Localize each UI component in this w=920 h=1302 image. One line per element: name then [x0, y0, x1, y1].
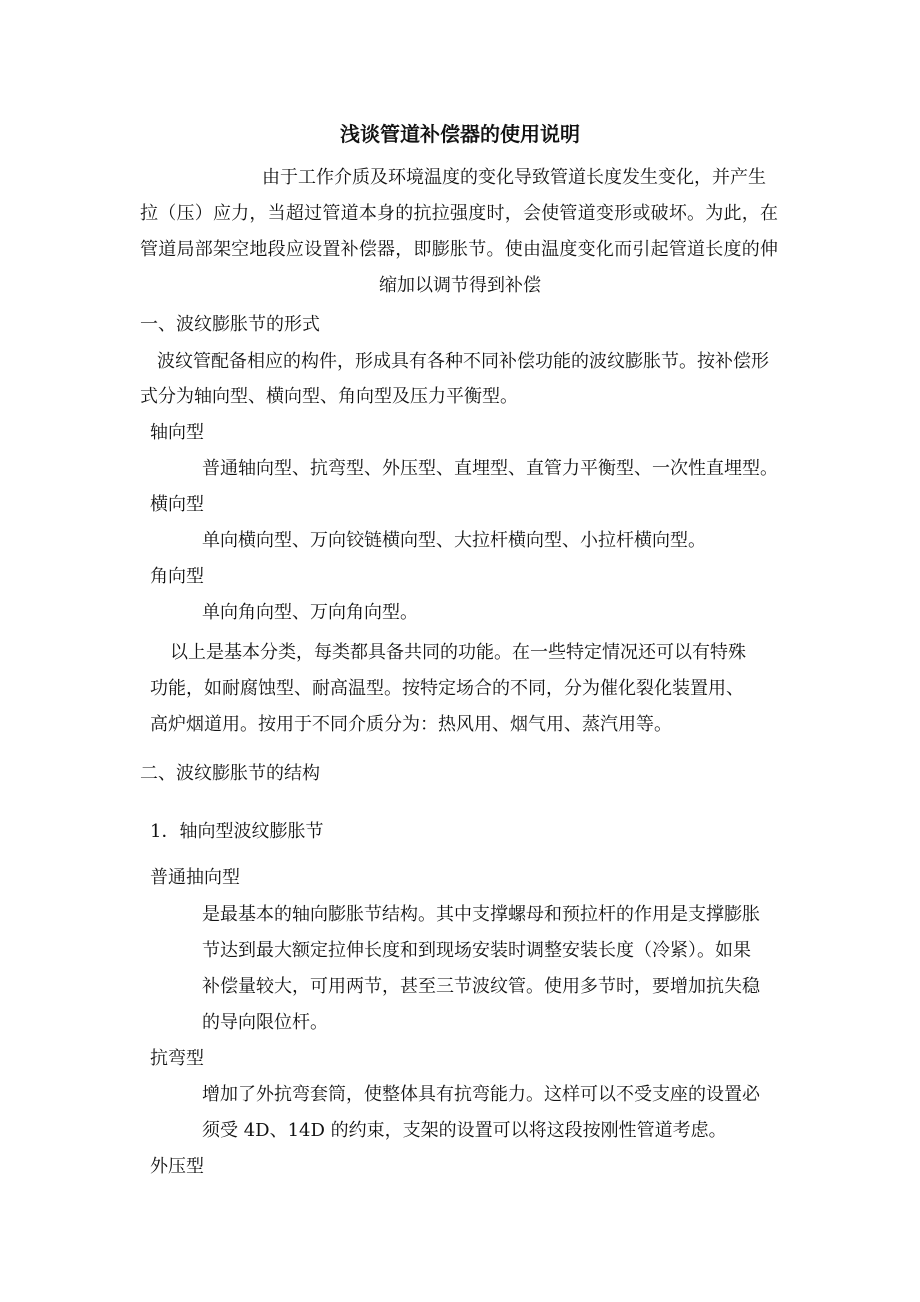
- item-name: 抗弯型: [150, 1048, 204, 1069]
- intro-line: 管道局部架空地段应设置补偿器，即膨胀节。使由温度变化而引起管道长度的伸: [140, 239, 779, 260]
- item-desc-line: 的导向限位杆。: [202, 1012, 328, 1033]
- item-name: 外压型: [150, 1156, 204, 1177]
- summary-line: 高炉烟道用。按用于不同介质分为：热风用、烟气用、蒸汽用等。: [150, 714, 672, 735]
- item-desc-line: 补偿量较大，可用两节，甚至三节波纹管。使用多节时，要增加抗失稳: [202, 976, 760, 997]
- item-desc-line: 节达到最大额定拉伸长度和到现场安装时调整安装长度（冷紧）。如果: [202, 940, 751, 961]
- type-name: 轴向型: [150, 422, 204, 443]
- summary-line: 以上是基本分类，每类都具备共同的功能。在一些特定情况还可以有特殊: [170, 642, 746, 663]
- item-desc-line: 是最基本的轴向膨胀节结构。其中支撑螺母和预拉杆的作用是支撑膨胀: [202, 904, 760, 925]
- type-desc: 单向横向型、万向铰链横向型、大拉杆横向型、小拉杆横向型。: [202, 530, 706, 551]
- section-heading: 二、波纹膨胀节的结构: [140, 763, 320, 784]
- type-desc: 普通轴向型、抗弯型、外压型、直埋型、直管力平衡型、一次性直埋型。: [202, 458, 778, 479]
- intro-line: 拉（压）应力，当超过管道本身的抗拉强度时，会使管道变形或破坏。为此，在: [140, 203, 779, 224]
- item-desc-line: 须受 4D、14D 的约束，支架的设置可以将这段按刚性管道考虑。: [202, 1120, 727, 1141]
- item-desc-line: 增加了外抗弯套筒，使整体具有抗弯能力。这样可以不受支座的设置必: [202, 1084, 760, 1105]
- type-name: 横向型: [150, 494, 204, 515]
- intro-line: 由于工作介质及环境温度的变化导致管道长度发生变化，并产生: [262, 167, 766, 188]
- type-desc: 单向角向型、万向角向型。: [202, 602, 418, 623]
- intro-line: 缩加以调节得到补偿: [379, 275, 541, 296]
- document-title: 浅谈管道补偿器的使用说明: [340, 122, 580, 146]
- item-name: 普通抽向型: [150, 867, 240, 888]
- paragraph-line: 波纹管配备相应的构件，形成具有各种不同补偿功能的波纹膨胀节。按补偿形: [157, 351, 769, 372]
- paragraph-line: 式分为轴向型、横向型、角向型及压力平衡型。: [140, 386, 518, 407]
- subsection-heading: 1．轴向型波纹膨胀节: [150, 821, 324, 842]
- type-name: 角向型: [150, 566, 204, 587]
- section-heading: 一、波纹膨胀节的形式: [140, 314, 320, 335]
- summary-line: 功能，如耐腐蚀型、耐高温型。按特定场合的不同，分为催化裂化装置用、: [150, 678, 744, 699]
